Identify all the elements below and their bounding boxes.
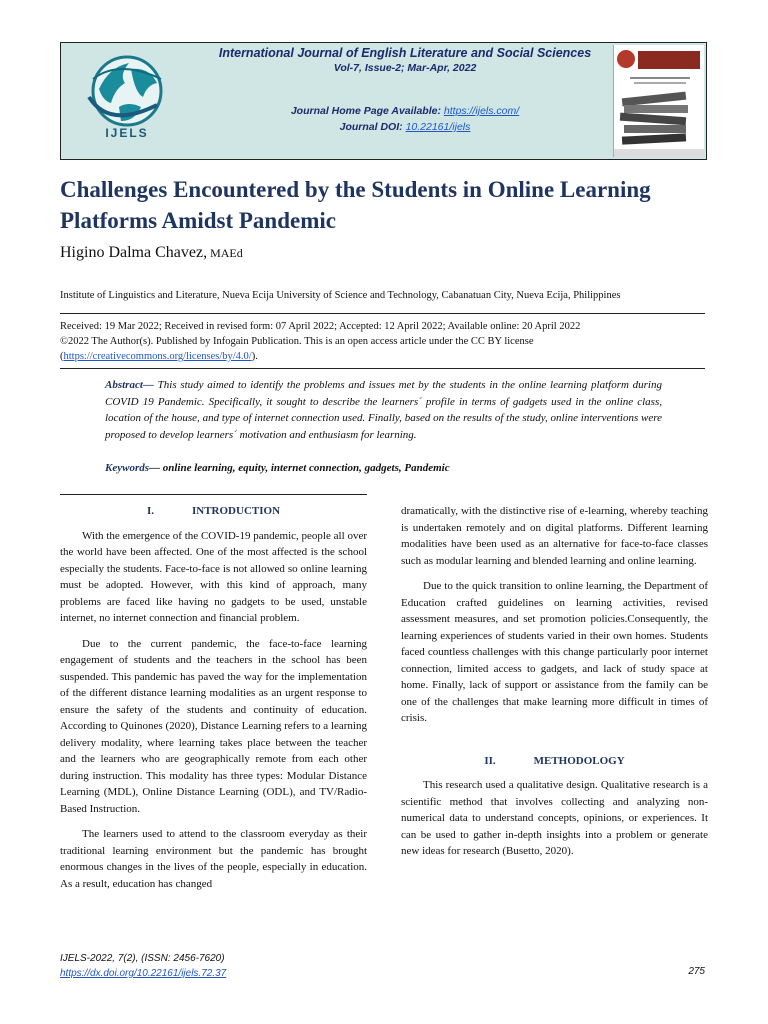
paragraph: The learners used to attend to the classroom everyday as their traditional learning environment but the pandemic has brought enormous changes in the lives of the people, especially in education. As a result, education has changed [60, 828, 367, 890]
publication-info [60, 319, 710, 364]
abstract-label: Abstract— [105, 379, 154, 391]
page-number: 275 [688, 966, 705, 977]
author-line [60, 244, 243, 262]
abstract [105, 377, 662, 443]
paragraph: Due to the quick transition to online learning, the Department of Education crafted guidelines on learning activities, revised assessment measures, and set promotion policies.Consequently, the learning experiences of students varied in their own homes. Students faced countless challenges with this change particularly poor internet connection, limited access to gadgets, and lack of study space at home. Finally, lack of support or assistance from the family can be one of the challenges that make learning more difficult in times of crisis. [401, 580, 708, 724]
left-column [60, 503, 367, 892]
paragraph: This research used a qualitative design. Qualitative research is a scientific method that involves collecting and analyzing non-numerical data to understand concepts, opinions, or experiences. It can be used to gather in-depth insights into a problem or generate new ideas for research (Busetto, 2020). [401, 779, 708, 857]
author-name: Higino Dalma Chavez, [60, 244, 208, 261]
citation-text: IJELS-2022, 7(2), (ISSN: 2456-7620) [60, 953, 225, 964]
author-degree: MAEd [207, 246, 243, 260]
journal-info [196, 43, 614, 159]
affiliation: Institute of Linguistics and Literature, Nueva Ecija University of Science and Technology, Cabanatuan City, Nueva Ecija, Philippines [60, 290, 621, 301]
divider [60, 368, 705, 369]
keywords [105, 462, 450, 474]
home-label: Journal Home Page Available: [290, 105, 444, 117]
dates-line: Received: 19 Mar 2022; Received in revised form: 07 April 2022; Accepted: 12 April 2022; Available online: 20 April 2022 [60, 321, 581, 332]
keywords-text: — online learning, equity, internet connection, gadgets, Pandemic [149, 462, 450, 474]
paper-title: Challenges Encountered by the Students in Online Learning Platforms Amidst Pandemic [60, 177, 651, 233]
ijels-logo [69, 49, 189, 153]
keywords-label: Keywords [105, 462, 149, 474]
license-link[interactable]: https://creativecommons.org/licenses/by/4.0/ [63, 351, 252, 362]
home-link[interactable]: https://ijels.com/ [443, 105, 520, 117]
journal-cover-image [613, 45, 704, 157]
footer-citation [60, 951, 226, 981]
logo-text: IJELS [105, 126, 149, 140]
book-stack-icon [614, 45, 704, 157]
right-column [401, 503, 708, 860]
doi-link[interactable]: 10.22161/ijels [405, 121, 471, 133]
divider [60, 313, 705, 314]
journal-doi-line [196, 121, 614, 133]
license-line: ©2022 The Author(s). Published by Infogain Publication. This is an open access article under the CC BY license [60, 336, 534, 347]
doi-label: Journal DOI: [339, 121, 406, 133]
globe-logo-icon [69, 49, 189, 153]
section-heading-introduction: I. INTRODUCTION [146, 505, 281, 517]
paragraph: With the emergence of the COVID-19 pandemic, people all over the world have been affected. One of the most affected is the school especially the students. Face-to-face is not allowed so online learning must be adopted. However, with this kind of approach, many problems are faced like having no gadgets to be used, unstable internet, no internet connection and financial problem. [60, 529, 367, 624]
journal-title: International Journal of English Literature and Social Sciences [218, 46, 592, 60]
divider [60, 494, 367, 495]
abstract-text: This study aimed to identify the problems and issues met by the students in the online learning platform during COVID 19 Pandemic. Specifically, it sought to describe the learners´ profile in terms of gadgets used in the online class, location of the house, and type of internet connection used. Finally, based on the results of the study, online interventions were proposed to develop learners´ motivation and enthusiasm for learning. [105, 379, 662, 441]
footer-doi-link[interactable]: https://dx.doi.org/10.22161/ijels.72.37 [60, 968, 227, 979]
license-url-line: (https://creativecommons.org/licenses/by/4.0/). [60, 351, 258, 362]
journal-volume: Vol-7, Issue-2; Mar-Apr, 2022 [333, 62, 477, 74]
journal-home-line [196, 105, 614, 117]
section-heading-methodology: II. METHODOLOGY [484, 754, 625, 767]
paragraph: dramatically, with the distinctive rise of e-learning, whereby teaching is undertaken remotely and on digital platforms. Different learning modalities have been used as an alternative for face-to-face classes such as modular learning and blended learning and online learning. [401, 505, 708, 567]
paragraph: Due to the current pandemic, the face-to-face learning engagement of students and the teachers in the school has been suspended. This pandemic has paved the way for the implementation of the different distance learning modalities as an urgent response to ensure the safety of the students and continuity of education. According to Quinones (2020), Distance Learning refers to a learning delivery modality, where learning takes place between the teacher and the learners who are geographically remote from each other during instruction. This modality has three types: Modular Distance Learning (MDL), Online Distance Learning (ODL), and TV/Radio-Based Instruction. [60, 637, 367, 815]
journal-header [60, 42, 707, 160]
